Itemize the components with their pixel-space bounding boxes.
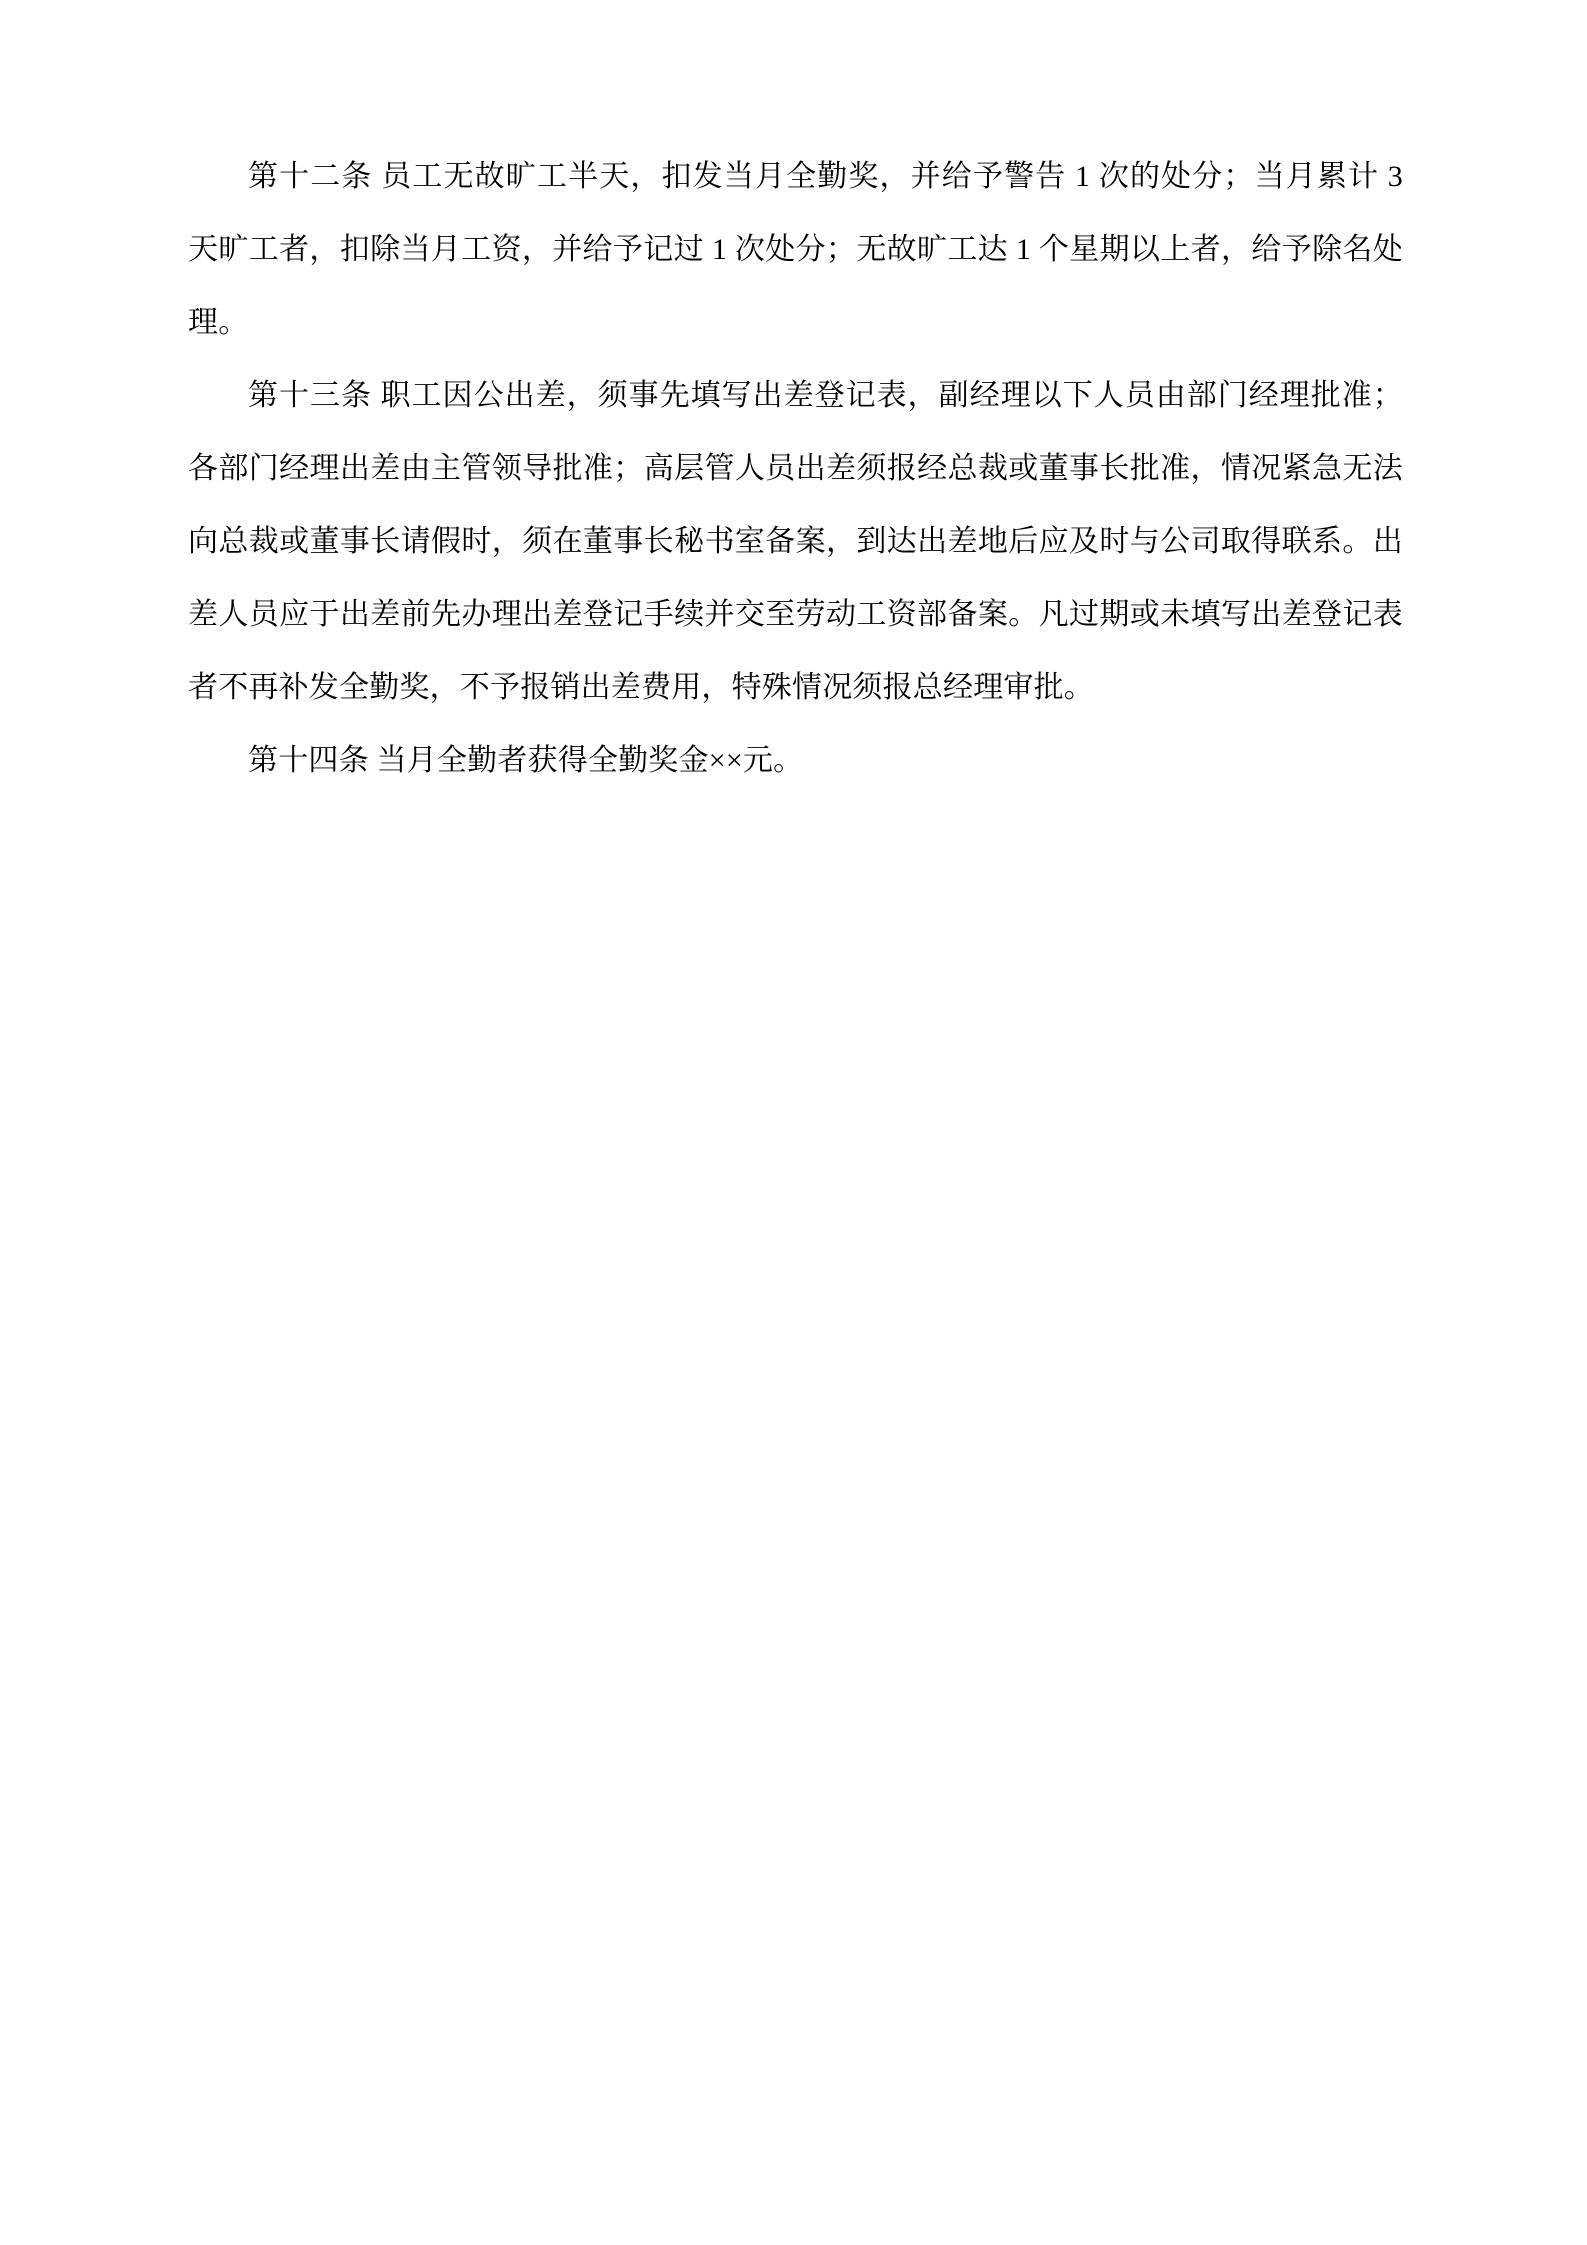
document-body [188,140,1403,797]
paragraph-article-13: 第十三条 职工因公出差，须事先填写出差登记表，副经理以下人员由部门经理批准；各部门经理出差由主管领导批准；高层管人员出差须报经总裁或董事长批准，情况紧急无法向总裁或董事长请假时，须在董事长秘书室备案，到达出差地后应及时与公司取得联系。出差人员应于出差前先办理出差登记手续并交至劳动工资部备案。凡过期或未填写出差登记表者不再补发全勤奖，不予报销出差费用，特殊情况须报总经理审批。 [188,379,1403,704]
paragraph-article-14: 第十四条 当月全勤者获得全勤奖金××元。 [248,744,804,777]
paragraph-article-12: 第十二条 员工无故旷工半天，扣发当月全勤奖，并给予警告 1 次的处分；当月累计 3 天旷工者，扣除当月工资，并给予记过 1 次处分；无故旷工达 1 个星期以上者，给予除名处理。 [188,160,1403,339]
